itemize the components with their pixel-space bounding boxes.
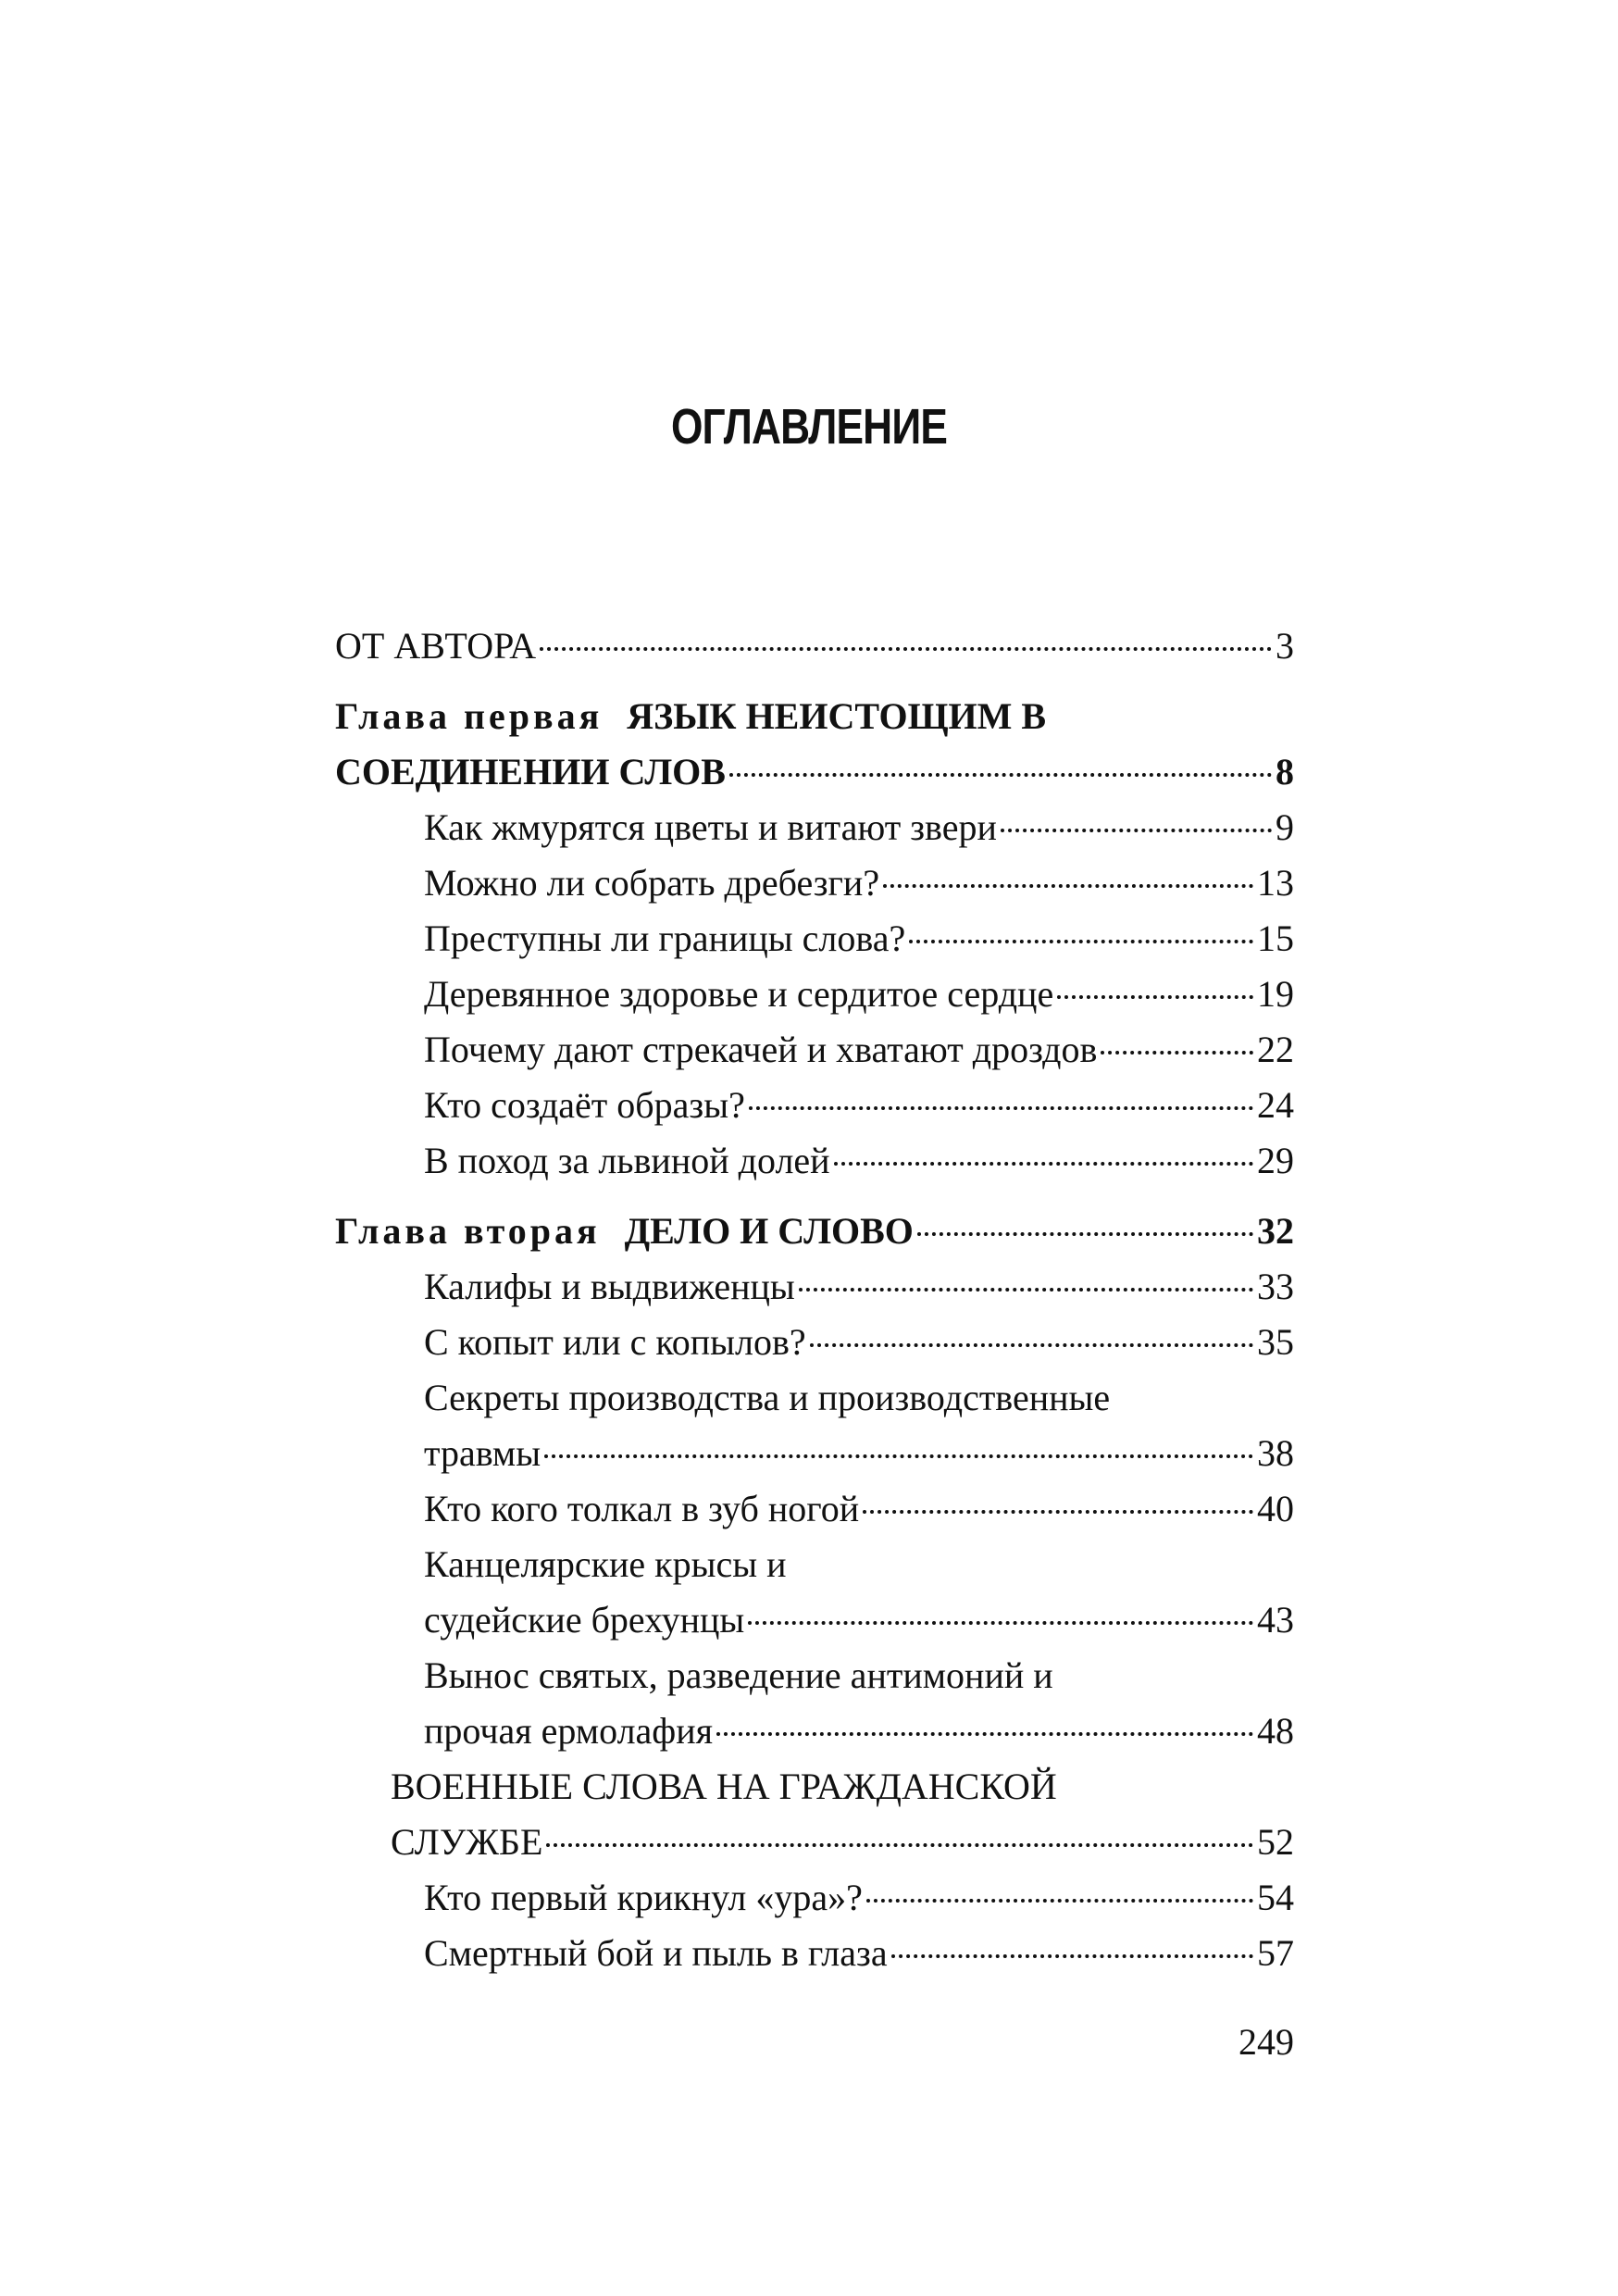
dot-leader: [909, 940, 1253, 943]
dot-leader: [917, 1232, 1253, 1236]
dot-leader: [1057, 995, 1253, 999]
toc-page-number: 32: [1257, 1210, 1294, 1252]
toc-entry-author-note[interactable]: [335, 618, 1294, 674]
toc-entry-title-line1: Вынос святых, разведение антимоний и: [424, 1654, 1053, 1696]
toc-entry[interactable]: [335, 1315, 1294, 1370]
toc-page-number: 52: [1257, 1821, 1294, 1863]
dot-leader: [749, 1106, 1253, 1110]
toc-entry[interactable]: [335, 967, 1294, 1022]
toc-page-number: 57: [1257, 1932, 1294, 1974]
toc-entry-title-line2: прочая ермолафия: [424, 1710, 714, 1752]
chapter-title-line2: СОЕДИНЕНИИ СЛОВ: [335, 751, 726, 792]
toc-entry[interactable]: [335, 855, 1294, 911]
toc-entry[interactable]: [335, 1870, 1294, 1926]
dot-leader: [716, 1732, 1253, 1736]
toc-entry-title: Кто кого толкал в зуб ногой: [424, 1488, 860, 1529]
section-title-line2: СЛУЖБЕ: [391, 1821, 543, 1863]
toc-page-number: 13: [1257, 862, 1294, 904]
dot-leader: [748, 1621, 1253, 1625]
toc-entry-title: ОТ АВТОРА: [335, 625, 537, 667]
toc-entry-title-line2: травмы: [424, 1432, 541, 1474]
table-of-contents: [335, 618, 1294, 1981]
chapter-title: ДЕЛО И СЛОВО: [624, 1210, 914, 1252]
toc-entry[interactable]: [335, 1370, 1294, 1481]
toc-entry[interactable]: [335, 800, 1294, 855]
toc-page-number: 43: [1257, 1599, 1294, 1641]
chapter-label: Глава первая: [335, 695, 604, 737]
dot-leader: [863, 1510, 1253, 1514]
toc-entry[interactable]: [335, 1537, 1294, 1648]
toc-entry[interactable]: [335, 911, 1294, 967]
page-title: ОГЛАВЛЕНИЕ: [670, 399, 948, 455]
toc-page-number: 35: [1257, 1321, 1294, 1363]
toc-entry[interactable]: [335, 1133, 1294, 1189]
toc-entry-title-line1: Секреты производства и производственные: [424, 1377, 1111, 1418]
toc-entry[interactable]: [335, 1259, 1294, 1315]
toc-entry-title-line2: судейские брехунцы: [424, 1599, 745, 1641]
toc-chapter-1[interactable]: [335, 689, 1294, 800]
toc-chapter-2[interactable]: [335, 1204, 1294, 1259]
toc-entry-title: Как жмурятся цветы и витают звери: [424, 806, 997, 848]
dot-leader: [729, 773, 1272, 777]
dot-leader: [544, 1454, 1253, 1458]
toc-page-number: 8: [1276, 751, 1294, 792]
toc-entry[interactable]: [335, 1481, 1294, 1537]
toc-entry-title: Деревянное здоровье и сердитое сердце: [424, 973, 1054, 1015]
page-number: 249: [1238, 2021, 1294, 2063]
toc-page-number: 38: [1257, 1432, 1294, 1474]
toc-entry-title: Кто первый крикнул «ура»?: [424, 1877, 863, 1918]
dot-leader: [866, 1899, 1253, 1903]
dot-leader: [891, 1954, 1253, 1958]
toc-page-number: 29: [1257, 1140, 1294, 1181]
toc-page-number: 15: [1257, 917, 1294, 959]
toc-entry[interactable]: [335, 1022, 1294, 1078]
toc-page-number: 24: [1257, 1084, 1294, 1126]
toc-page-number: 33: [1257, 1266, 1294, 1307]
dot-leader: [834, 1162, 1253, 1166]
toc-entry-title: Кто создаёт образы?: [424, 1084, 745, 1126]
toc-entry-title: Смертный бой и пыль в глаза: [424, 1932, 888, 1974]
chapter-title-line1: ЯЗЫК НЕИСТОЩИМ В: [627, 695, 1047, 737]
toc-section-military-words[interactable]: [335, 1759, 1294, 1870]
toc-entry-title: Можно ли собрать дребезги?: [424, 862, 880, 904]
toc-page-number: 22: [1257, 1029, 1294, 1070]
toc-entry-title-line1: Канцелярские крысы и: [424, 1543, 787, 1585]
section-title-line1: ВОЕННЫЕ СЛОВА НА ГРАЖДАНСКОЙ: [391, 1766, 1057, 1807]
toc-entry-title: Преступны ли границы слова?: [424, 917, 906, 959]
toc-entry[interactable]: [335, 1926, 1294, 1981]
toc-page-number: 54: [1257, 1877, 1294, 1918]
toc-entry[interactable]: [335, 1078, 1294, 1133]
chapter-label: Глава вторая: [335, 1210, 601, 1252]
dot-leader: [1001, 829, 1272, 832]
toc-page-number: 3: [1276, 625, 1294, 667]
toc-page-number: 40: [1257, 1488, 1294, 1529]
toc-entry-title: Почему дают стрекачей и хватают дроздов: [424, 1029, 1098, 1070]
dot-leader: [799, 1288, 1253, 1292]
toc-entry-title: Калифы и выдвиженцы: [424, 1266, 795, 1307]
dot-leader: [546, 1843, 1253, 1847]
dot-leader: [540, 647, 1272, 651]
toc-entry[interactable]: [335, 1648, 1294, 1759]
toc-page-number: 48: [1257, 1710, 1294, 1752]
dot-leader: [1101, 1051, 1253, 1054]
toc-page-number: 19: [1257, 973, 1294, 1015]
dot-leader: [810, 1343, 1253, 1347]
toc-entry-title: С копыт или с копылов?: [424, 1321, 806, 1363]
toc-entry-title: В поход за львиной долей: [424, 1140, 830, 1181]
toc-page-number: 9: [1276, 806, 1294, 848]
dot-leader: [883, 884, 1253, 888]
